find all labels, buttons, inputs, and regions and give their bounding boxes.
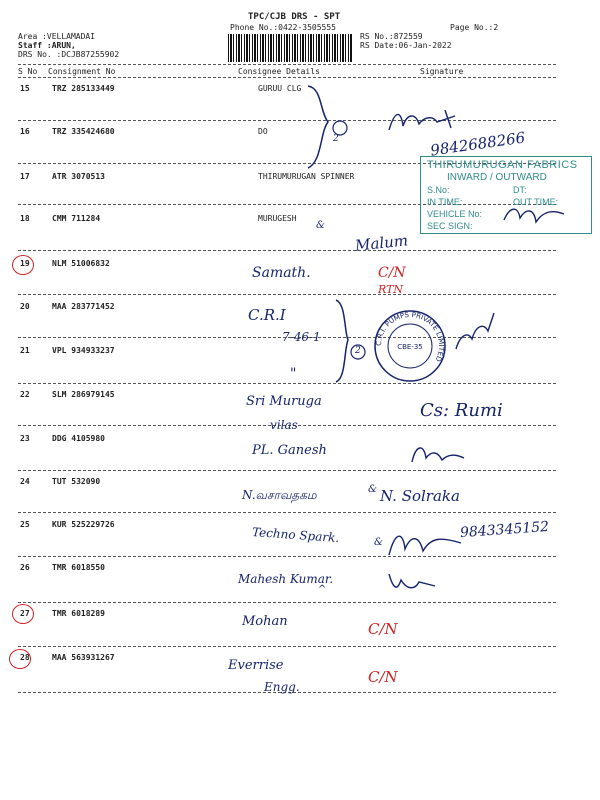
row-consignee: THIRUMURUGAN SPINNER <box>258 172 355 181</box>
col-consignment: Consignment No <box>48 67 116 76</box>
row-consignment: KUR 525229726 <box>52 520 115 529</box>
handwritten-name: Sri Muruga <box>246 394 322 409</box>
row-divider <box>18 646 556 647</box>
signature-scribble <box>500 202 570 230</box>
row-consignment: TMR 6018550 <box>52 563 105 572</box>
brace-mark <box>330 296 370 386</box>
handwritten-code: 7-46-1 <box>282 330 321 344</box>
handwritten-name: Engg. <box>264 680 300 694</box>
row-sno: 19 <box>20 259 30 268</box>
handwritten-phone: 9842688266 <box>429 128 527 160</box>
stamp-subtitle: INWARD / OUTWARD <box>447 172 547 183</box>
handwritten-name: vilas <box>270 418 298 432</box>
signature-scribble <box>450 305 500 355</box>
stamp-in-time: IN TIME: <box>427 197 463 207</box>
handwritten-rtn: RTN <box>378 283 404 296</box>
company-round-seal <box>372 308 448 384</box>
rs-number: RS No.:872559 <box>360 32 423 41</box>
row-consignment: VPL 934933237 <box>52 346 115 355</box>
area: Area :VELLAMADAI <box>18 32 96 41</box>
staff: Staff :ARUN, <box>18 41 76 50</box>
row-sno: 21 <box>20 346 30 355</box>
handwritten-ditto: " <box>290 366 297 382</box>
handwritten-signature: N. Solraka <box>380 487 460 505</box>
row-sno: 28 <box>20 653 30 662</box>
row-sno: 17 <box>20 172 30 181</box>
col-sno: S No <box>18 67 38 76</box>
brace-mark-number: 2 <box>333 134 339 144</box>
row-divider <box>18 383 556 384</box>
row-consignment: SLM 286979145 <box>52 390 115 399</box>
handwritten-signature: Cs: Rumi <box>420 400 503 421</box>
handwritten-mark: & <box>368 484 377 495</box>
phone-number: Phone No.:0422-3505555 <box>230 23 336 32</box>
row-divider <box>18 602 556 603</box>
handwritten-mark: ^ <box>318 584 327 595</box>
row-consignment: TRZ 285133449 <box>52 84 115 93</box>
handwritten-mark: & <box>374 537 383 548</box>
handwritten-name: Everrise <box>228 658 284 673</box>
row-consignment: TMR 6018289 <box>52 609 105 618</box>
signature-scribble <box>385 106 475 136</box>
stamp-sec-sign: SEC SIGN: <box>427 221 473 231</box>
handwritten-name: N.வசாவதகம <box>242 488 317 502</box>
handwritten-name: Techno Spark. <box>251 524 340 546</box>
row-consignment: TUT 532090 <box>52 477 101 486</box>
handwritten-cn: C/N <box>368 668 398 686</box>
stamp-vehicle-no: VEHICLE No: <box>427 209 483 219</box>
row-sno: 27 <box>20 609 30 618</box>
row-divider <box>18 470 556 471</box>
row-sno: 15 <box>20 84 30 93</box>
row-consignee: DO <box>258 127 268 136</box>
row-divider <box>18 294 556 295</box>
handwritten-signature: Malum <box>354 231 409 255</box>
drs-number: DRS No. :DCJB87255902 <box>18 50 120 59</box>
svg-text:C.R.I. PUMPS PRIVATE LIMITED <box>375 311 445 363</box>
row-sno: 16 <box>20 127 30 136</box>
row-consignment: ATR 3070513 <box>52 172 105 181</box>
header-rule-top <box>18 64 556 65</box>
signature-scribble <box>408 440 468 470</box>
document-title: TPC/CJB DRS - SPT <box>248 12 341 22</box>
rs-date: RS Date:06-Jan-2022 <box>360 41 452 50</box>
signature-scribble <box>385 525 465 561</box>
handwritten-mark: & <box>316 220 325 231</box>
red-circle-mark <box>12 604 34 624</box>
row-consignment: CMM 711284 <box>52 214 101 223</box>
row-consignment: NLM 51006832 <box>52 259 110 268</box>
handwritten-name: C.R.I <box>248 306 286 324</box>
row-divider <box>18 120 556 121</box>
row-sno: 22 <box>20 390 30 399</box>
seal-center: CBE-35 <box>397 343 423 351</box>
row-consignment: DDG 4105980 <box>52 434 105 443</box>
seal-text: C.R.I. PUMPS PRIVATE LIMITED <box>374 310 446 363</box>
row-sno: 24 <box>20 477 30 486</box>
handwritten-name: PL. Ganesh <box>252 443 327 458</box>
stamp-company: THIRUMURUGAN FABRICS <box>427 159 578 171</box>
header-rule-bottom <box>18 77 556 78</box>
handwritten-cn: C/N <box>368 620 398 638</box>
handwritten-name: Mohan <box>242 614 288 629</box>
row-sno: 20 <box>20 302 30 311</box>
row-consignee: GURUU CLG <box>258 84 302 93</box>
red-circle-mark <box>9 649 31 669</box>
red-circle-mark <box>12 255 34 275</box>
brace-mark <box>300 82 360 172</box>
stamp-out-time: OUT TIME: <box>513 197 559 207</box>
row-consignment: MAA 283771452 <box>52 302 115 311</box>
handwritten-phone: 9843345152 <box>459 518 550 542</box>
stamp-sno: S.No: <box>427 185 450 195</box>
row-sno: 25 <box>20 520 30 529</box>
row-sno: 26 <box>20 563 30 572</box>
row-consignee: MURUGESH <box>258 214 297 223</box>
row-consignment: MAA 563931267 <box>52 653 115 662</box>
barcode <box>228 34 352 62</box>
col-signature: Signature <box>420 67 464 76</box>
handwritten-cn: C/N <box>378 265 406 281</box>
page-number: Page No.:2 <box>450 23 499 32</box>
row-divider <box>18 512 556 513</box>
col-consignee: Consignee Details <box>238 67 320 76</box>
handwritten-name: Mahesh Kumar. <box>238 572 334 586</box>
row-sno: 18 <box>20 214 30 223</box>
handwritten-name: Samath. <box>252 265 311 281</box>
brace-mark-number: 2 <box>355 346 361 356</box>
stamp-dt: DT: <box>513 185 527 195</box>
row-divider <box>18 556 556 557</box>
row-consignment: TRZ 335424680 <box>52 127 115 136</box>
signature-scribble <box>385 568 445 596</box>
row-divider <box>18 250 556 251</box>
row-sno: 23 <box>20 434 30 443</box>
